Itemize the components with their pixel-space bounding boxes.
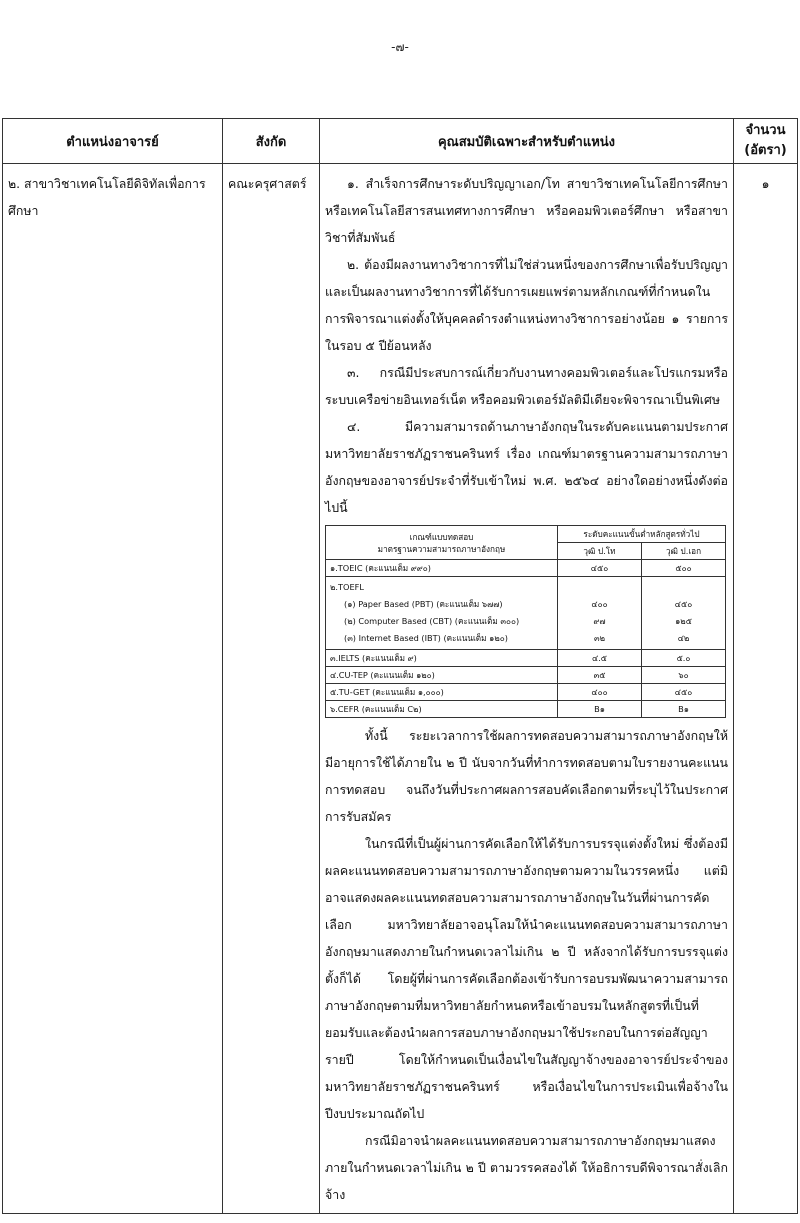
header-position: ตำแหน่งอาจารย์ <box>3 119 223 164</box>
score-label: ๔.CU-TEP (คะแนนเต็ม ๑๒๐) <box>326 667 558 684</box>
score-label: ๓.IELTS (คะแนนเต็ม ๙) <box>326 650 558 667</box>
score-master: ๓๕ <box>558 667 642 684</box>
score-doctor: ๔๒ <box>677 633 690 643</box>
page-number: -๗- <box>391 40 409 54</box>
score-master: B๑ <box>558 701 642 718</box>
score-label-toefl <box>326 577 558 650</box>
score-row-cefr <box>326 701 726 718</box>
score-label: (๓) Internet Based (IBT) (คะแนนเต็ม ๑๒๐) <box>344 633 508 643</box>
qualification-2: ๒. ต้องมีผลงานทางวิชาการที่ไม่ใช่ส่วนหนึ่งของการศึกษาเพื่อรับปริญญาและเป็นผลงานทางวิชาการที่ได้รับการเผยแพร่ตามหลักเกณฑ์ที่กำหนดในการพิจารณาแต่งตั้งให้บุคคลดำรงตำแหน่งทางวิชาการอย่างน้อย ๑ รายการ ในรอบ ๕ ปีย้อนหลัง <box>325 257 728 353</box>
score-doctor: ๕.๐ <box>642 650 726 667</box>
score-label: ๖.CEFR (คะแนนเต็ม C๒) <box>326 701 558 718</box>
score-header-criteria-1: เกณฑ์แบบทดสอบ <box>409 531 474 542</box>
header-qualifications: คุณสมบัติเฉพาะสำหรับตำแหน่ง <box>320 119 734 164</box>
position-table <box>2 118 798 1214</box>
english-score-table <box>325 525 726 718</box>
score-doctor-toefl <box>642 577 726 650</box>
score-header-row <box>326 526 726 543</box>
score-doctor: ๕๐๐ <box>642 560 726 577</box>
cell-affiliation: คณะครุศาสตร์ <box>223 164 320 1214</box>
score-doctor: B๑ <box>642 701 726 718</box>
score-label: (๑) Paper Based (PBT) (คะแนนเต็ม ๖๗๗) <box>344 599 503 609</box>
score-doctor: ๑๒๕ <box>675 616 692 626</box>
score-label: ๒.TOEFL <box>330 582 364 592</box>
header-affiliation: สังกัด <box>223 119 320 164</box>
score-doctor: ๖๐ <box>642 667 726 684</box>
qualification-1: ๑. สำเร็จการศึกษาระดับปริญญาเอก/โท สาขาวิชาเทคโนโลยีการศึกษา หรือเทคโนโลยีสารสนเทศทางการศึกษา หรือคอมพิวเตอร์ศึกษา หรือสาขาวิชาที่สัมพันธ์ <box>325 176 728 245</box>
score-label: (๒) Computer Based (CBT) (คะแนนเต็ม ๓๐๐) <box>344 616 520 626</box>
score-header-criteria-2: มาตรฐานความสามารถภาษาอังกฤษ <box>377 543 506 554</box>
score-header-master: วุฒิ ป.โท <box>558 543 642 560</box>
paragraph-validity: ทั้งนี้ ระยะเวลาการใช้ผลการทดสอบความสามารถภาษาอังกฤษให้มีอายุการใช้ได้ภายใน ๒ ปี นับจากวันที่ทำการทดสอบตามใบรายงานคะแนนการทดสอบ จนถึงวันที่ประกาศผลการสอบคัดเลือกตามที่ระบุไว้ในประกาศการรับสมัคร <box>325 728 728 824</box>
score-row-toeic <box>326 560 726 577</box>
score-master: ๔๐๐ <box>558 684 642 701</box>
score-doctor: ๔๕๐ <box>642 684 726 701</box>
table-header-row <box>3 119 798 164</box>
score-row-ielts <box>326 650 726 667</box>
score-row-tuget <box>326 684 726 701</box>
cell-position: ๒. สาขาวิชาเทคโนโลยีดิจิทัลเพื่อการศึกษา <box>3 164 223 1214</box>
header-quota <box>734 119 798 164</box>
score-header-criteria <box>326 526 558 560</box>
qualification-4: ๔. มีความสามารถด้านภาษาอังกฤษในระดับคะแนนตามประกาศมหาวิทยาลัยราชภัฏราชนครินทร์ เรื่อง เกณฑ์มาตรฐานความสามารถภาษาอังกฤษของอาจารย์ประจำที่รับเข้าใหม่ พ.ศ. ๒๕๖๔ อย่างใดอย่างหนึ่งดังต่อไปนี้ <box>325 419 728 515</box>
score-row-toefl <box>326 577 726 650</box>
score-master: ๙๗ <box>593 616 606 626</box>
table-row <box>3 164 798 1214</box>
score-header-doctor: วุฒิ ป.เอก <box>642 543 726 560</box>
score-header-level: ระดับคะแนนขั้นต่ำหลักสูตรทั่วไป <box>558 526 726 543</box>
score-doctor: ๔๕๐ <box>674 599 693 609</box>
header-quota-line2: (อัตรา) <box>744 143 787 158</box>
paragraph-new-appointee: ในกรณีที่เป็นผู้ผ่านการคัดเลือกให้ได้รับการบรรจุแต่งตั้งใหม่ ซึ่งต้องมีผลคะแนนทดสอบความสามารถภาษาอังกฤษตามความในวรรคหนึ่ง แต่มิอาจแสดงผลคะแนนทดสอบความสามารถภาษาอังกฤษในวันที่ผ่านการคัดเลือก มหาวิทยาลัยอาจอนุโลมให้นำคะแนนทดสอบความสามารถภาษาอังกฤษมาแสดงภายในกำหนดเวลาไม่เกิน ๒ ปี หลังจากได้รับการบรรจุแต่งตั้งก็ได้ โดยผู้ที่ผ่านการคัดเลือกต้องเข้ารับการอบรมพัฒนาความสามารถภาษาอังกฤษตามที่มหาวิทยาลัยกำหนดหรือเข้าอบรมในหลักสูตรที่เป็นที่ยอมรับและต้องนำผลการสอบภาษาอังกฤษมาใช้ประกอบในการต่อสัญญารายปี โดยให้กำหนดเป็นเงื่อนไขในสัญญาจ้างของอาจารย์ประจำของมหาวิทยาลัยราชภัฏราชนครินทร์ หรือเงื่อนไขในการประเมินเพื่อจ้างในปีงบประมาณถัดไป <box>325 836 728 1121</box>
score-master-toefl <box>558 577 642 650</box>
score-row-cutep <box>326 667 726 684</box>
cell-qualifications <box>320 164 734 1214</box>
cell-quota: ๑ <box>734 164 798 1214</box>
score-label: ๑.TOEIC (คะแนนเต็ม ๙๙๐) <box>326 560 558 577</box>
score-master: ๔๕๐ <box>558 560 642 577</box>
paragraph-termination: กรณีมิอาจนำผลคะแนนทดสอบความสามารถภาษาอังกฤษมาแสดงภายในกำหนดเวลาไม่เกิน ๒ ปี ตามวรรคสองได้ ให้อธิการบดีพิจารณาสั่งเลิกจ้าง <box>325 1133 728 1202</box>
score-master: ๔.๕ <box>558 650 642 667</box>
score-master: ๔๐๐ <box>591 599 608 609</box>
header-quota-line1: จำนวน <box>745 123 786 138</box>
score-label: ๕.TU-GET (คะแนนเต็ม ๑,๐๐๐) <box>326 684 558 701</box>
score-master: ๓๒ <box>594 633 605 643</box>
qualification-3: ๓. กรณีมีประสบการณ์เกี่ยวกับงานทางคอมพิวเตอร์และโปรแกรมหรือระบบเครือข่ายอินเทอร์เน็ต หรือคอมพิวเตอร์มัลติมีเดียจะพิจารณาเป็นพิเศษ <box>325 365 728 407</box>
